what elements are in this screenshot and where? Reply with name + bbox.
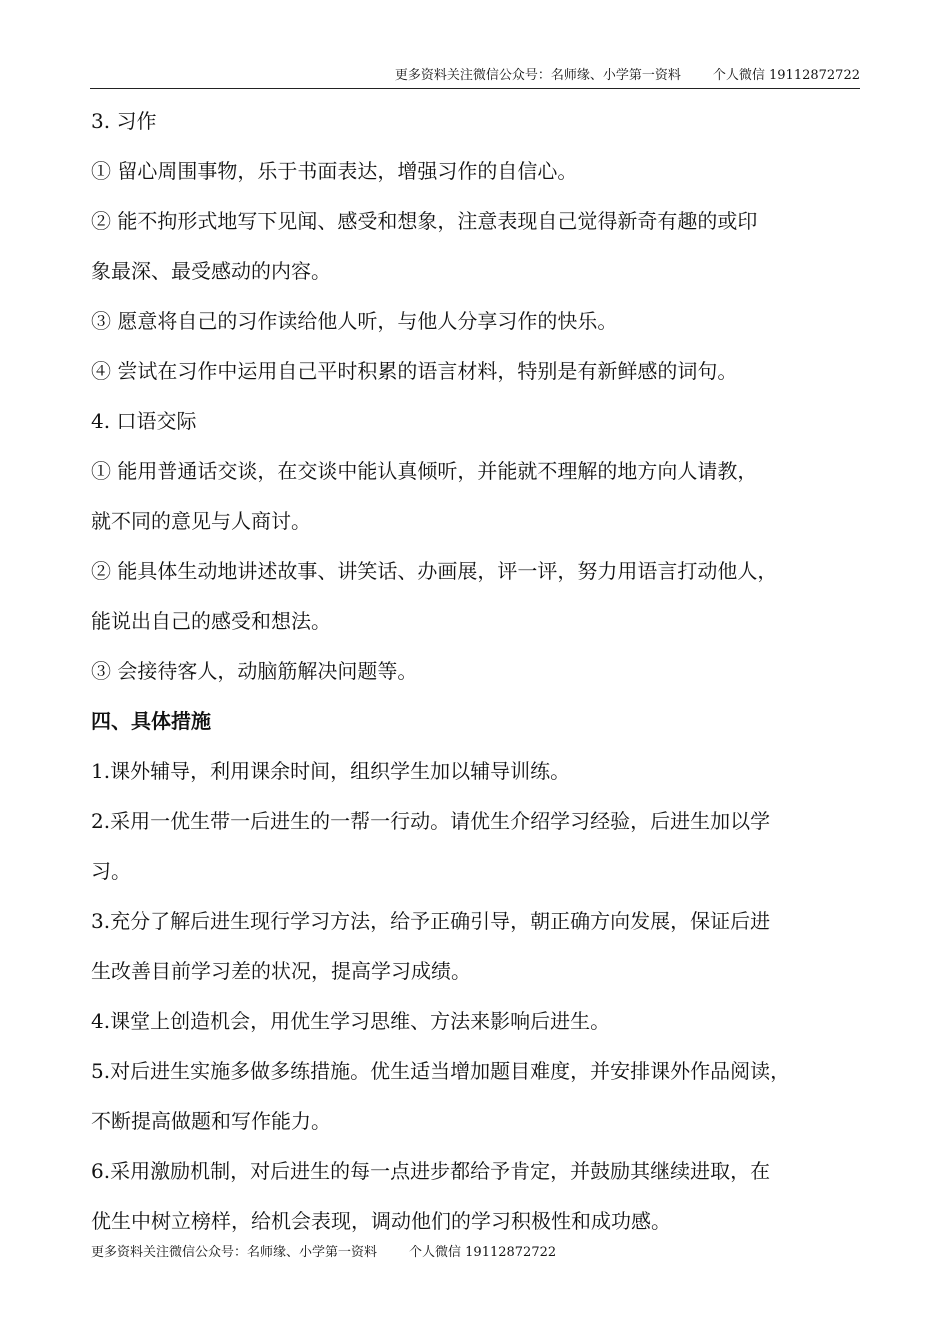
document-body (91, 96, 871, 1246)
text-line: ② 能不拘形式地写下见闻、感受和想象，注意表现自己觉得新奇有趣的或印 (91, 209, 758, 233)
text-line: 2.采用一优生带一后进生的一帮一行动。请优生介绍学习经验，后进生加以学 (91, 809, 771, 833)
text-line: 能说出自己的感受和想法。 (91, 609, 331, 633)
text-line: ① 能用普通话交谈，在交谈中能认真倾听，并能就不理解的地方向人请教， (91, 459, 758, 483)
text-line: ③ 愿意将自己的习作读给他人听，与他人分享习作的快乐。 (91, 309, 618, 333)
footer-wechat-public: 更多资料关注微信公众号：名师缘、小学第一资料 (91, 1245, 378, 1260)
text-line: 4.课堂上创造机会，用优生学习思维、方法来影响后进生。 (91, 1009, 611, 1033)
text-line: 5.对后进生实施多做多练措施。优生适当增加题目难度，并安排课外作品阅读， (91, 1059, 791, 1083)
subsection-heading: 3. 习作 (91, 109, 157, 133)
page-footer (91, 1243, 556, 1263)
text-line: ① 留心周围事物，乐于书面表达，增强习作的自信心。 (91, 159, 578, 183)
text-line: 习。 (91, 859, 131, 883)
text-line: 6.采用激励机制，对后进生的每一点进步都给予肯定，并鼓励其继续进取，在 (91, 1159, 771, 1183)
text-line: 生改善目前学习差的状况，提高学习成绩。 (91, 959, 471, 983)
text-line: 不断提高做题和写作能力。 (91, 1109, 331, 1133)
text-line: 优生中树立榜样，给机会表现，调动他们的学习积极性和成功感。 (91, 1209, 671, 1233)
text-line: 就不同的意见与人商讨。 (91, 509, 311, 533)
text-line: ③ 会接待客人，动脑筋解决问题等。 (91, 659, 418, 683)
text-line: 3.充分了解后进生现行学习方法，给予正确引导，朝正确方向发展，保证后进 (91, 909, 771, 933)
page-header (90, 66, 860, 89)
header-wechat-personal: 个人微信 19112872722 (712, 68, 860, 83)
subsection-heading: 4. 口语交际 (91, 409, 197, 433)
header-wechat-public: 更多资料关注微信公众号：名师缘、小学第一资料 (394, 68, 681, 83)
text-line: ④ 尝试在习作中运用自己平时积累的语言材料，特别是有新鲜感的词句。 (91, 359, 738, 383)
text-line: 象最深、最受感动的内容。 (91, 259, 331, 283)
text-line: ② 能具体生动地讲述故事、讲笑话、办画展，评一评，努力用语言打动他人， (91, 559, 778, 583)
section-heading: 四、具体措施 (91, 709, 211, 733)
text-line: 1.课外辅导，利用课余时间，组织学生加以辅导训练。 (91, 759, 571, 783)
footer-wechat-personal: 个人微信 19112872722 (409, 1245, 557, 1260)
